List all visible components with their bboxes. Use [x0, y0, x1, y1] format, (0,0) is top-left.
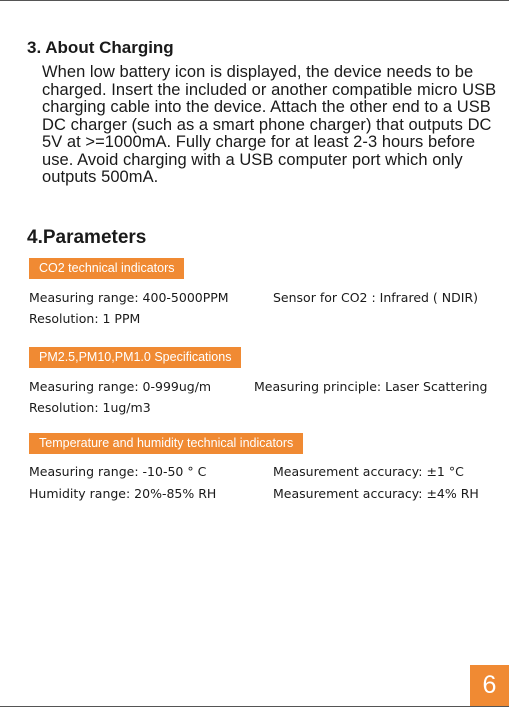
temperature-accuracy: Measurement accuracy: ±1 °C: [273, 464, 464, 479]
pm-measuring-range: Measuring range: 0-999ug/m: [29, 379, 212, 394]
co2-indicators-badge: CO2 technical indicators: [29, 258, 184, 279]
bottom-rule: [0, 706, 509, 707]
temperature-measuring-range: Measuring range: -10-50 ° C: [29, 464, 207, 479]
page-number: 6: [470, 665, 509, 706]
pm-measuring-principle: Measuring principle: Laser Scattering: [254, 379, 488, 394]
co2-measuring-range: Measuring range: 400-5000PPM: [29, 290, 229, 305]
humidity-range: Humidity range: 20%-85% RH: [29, 486, 217, 501]
section-heading-parameters: 4.Parameters: [27, 227, 147, 248]
co2-resolution: Resolution: 1 PPM: [29, 311, 141, 326]
pm-specifications-badge: PM2.5,PM10,PM1.0 Specifications: [29, 347, 241, 368]
co2-sensor: Sensor for CO2 : Infrared ( NDIR): [273, 290, 479, 305]
pm-resolution: Resolution: 1ug/m3: [29, 400, 151, 415]
charging-paragraph: When low battery icon is displayed, the device needs to be charged. Insert the included or another compatible micro USB charging cable into the device. Attach the other end to a USB DC charger (such as a smart phone charger) that outputs DC 5V at >=1000mA. Fully charge for at least 2-3 hours before use. Avoid charging with a USB computer port which only outputs 500mA.: [42, 63, 497, 186]
top-rule: [0, 0, 509, 1]
temperature-humidity-badge: Temperature and humidity technical indicators: [29, 433, 303, 454]
humidity-accuracy: Measurement accuracy: ±4% RH: [273, 486, 479, 501]
section-heading-charging: 3. About Charging: [27, 38, 174, 57]
